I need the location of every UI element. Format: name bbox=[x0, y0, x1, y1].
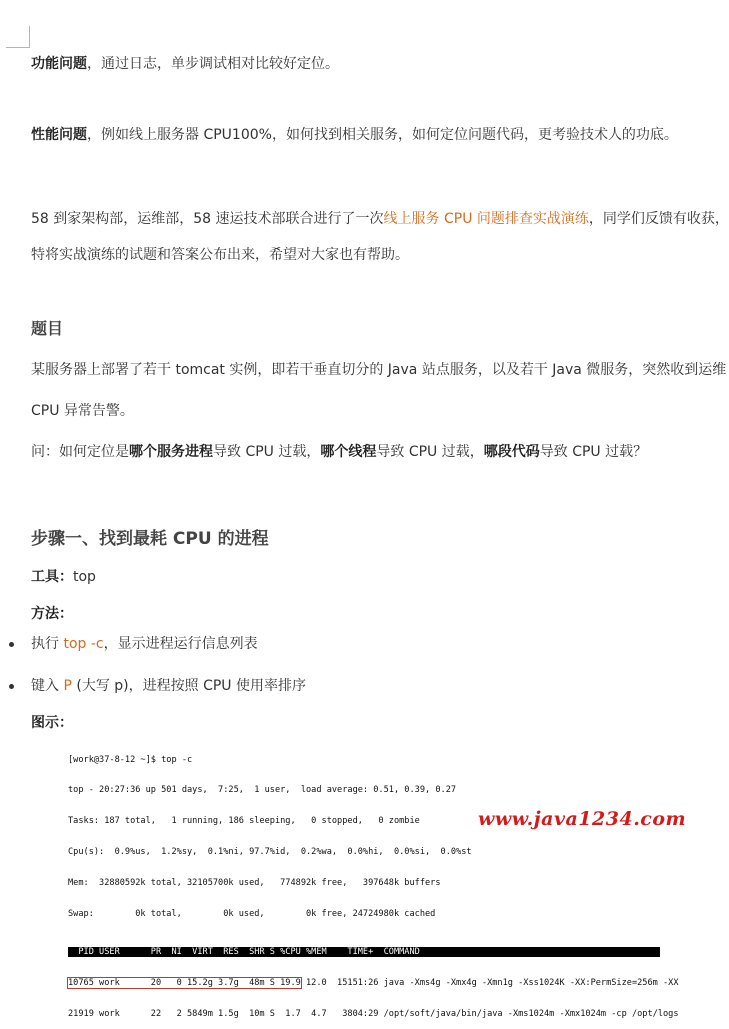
section-title: 题目 bbox=[31, 319, 64, 338]
bullet-dot bbox=[9, 684, 14, 689]
method-line bbox=[31, 604, 73, 624]
drill-link[interactable]: 线上服务 CPU 问题排查实战演练 bbox=[383, 211, 589, 227]
bullet-dot bbox=[9, 642, 14, 647]
bullet-text: 执行 bbox=[31, 636, 64, 652]
bullet-code: top -c bbox=[63, 636, 104, 652]
ask-text: 问：如何定位是 bbox=[31, 444, 129, 460]
tool-line bbox=[31, 567, 96, 587]
ask-bold-process: 哪个服务进程 bbox=[129, 444, 213, 460]
paragraph-functional-issue bbox=[31, 54, 339, 74]
paragraph-performance-issue bbox=[31, 125, 678, 145]
tool-label: 工具： bbox=[31, 569, 73, 585]
paragraph-text: ，同学们反馈有收获， bbox=[588, 211, 729, 227]
bullet-item-key-p bbox=[31, 676, 306, 696]
ask-bold-thread: 哪个线程 bbox=[320, 444, 377, 460]
terminal-line: top - 20:27:36 up 501 days, 7:25, 1 user, load average: 0.51, 0.39, 0.27 bbox=[68, 785, 457, 796]
ask-bold-code: 哪段代码 bbox=[483, 444, 540, 460]
method-label: 方法： bbox=[31, 606, 73, 622]
question-line1: 某服务器上部署了若干 tomcat 实例，即若干垂直切分的 Java 站点服务，以及若干 Java 微服务，突然收到运维 bbox=[31, 362, 727, 378]
bold-term: 功能问题 bbox=[31, 56, 87, 72]
bullet-text: ，显示进程运行信息列表 bbox=[103, 636, 258, 652]
bullet-text: (大写 p)，进程按照 CPU 使用率排序 bbox=[71, 678, 306, 694]
question-line2: CPU 异常告警。 bbox=[31, 403, 134, 419]
terminal-line: Swap: 0k total, 0k used, 0k free, 24724980k cached bbox=[68, 909, 436, 920]
figure-line bbox=[31, 713, 73, 733]
paragraph-text: ，通过日志，单步调试相对比较好定位。 bbox=[87, 56, 339, 72]
question-ask bbox=[31, 442, 647, 462]
bullet-code: P bbox=[63, 678, 72, 694]
paragraph-text: 58 到家架构部，运维部，58 速运技术部联合进行了一次 bbox=[31, 211, 384, 227]
process-row-rest: 12.0 15151:26 java -Xms4g -Xmx4g -Xmn1g -Xss1024K -XX:PermSize=256m -XX bbox=[300, 977, 679, 988]
tool-value: top bbox=[73, 569, 96, 585]
bold-term: 性能问题 bbox=[31, 127, 87, 143]
terminal-line: Tasks: 187 total, 1 running, 186 sleeping, 0 stopped, 0 zombie bbox=[68, 816, 420, 827]
bullet-item-top-c bbox=[31, 634, 258, 654]
terminal-line: Cpu(s): 0.9%us, 1.2%sy, 0.1%ni, 97.7%id, 0.2%wa, 0.0%hi, 0.0%si, 0.0%st bbox=[68, 847, 472, 858]
page-corner-mark bbox=[6, 26, 30, 48]
site-watermark: www.java1234.com bbox=[478, 808, 687, 830]
paragraph-intro-line1 bbox=[31, 209, 729, 229]
ask-text: 导致 CPU 过载， bbox=[376, 444, 484, 460]
ask-text: 导致 CPU 过载， bbox=[213, 444, 321, 460]
process-row: 21919 work 22 2 5849m 1.5g 10m S 1.7 4.7 3804:29 /opt/soft/java/bin/java -Xms1024m -Xmx1024m -cp /opt/logs bbox=[68, 1008, 679, 1019]
ask-text: 导致 CPU 过载？ bbox=[539, 444, 648, 460]
figure-label: 图示： bbox=[31, 715, 73, 731]
highlighted-process: 10765 work 20 0 15.2g 3.7g 48m S 19.9 bbox=[68, 977, 301, 988]
process-table-header: PID USER PR NI VIRT RES SHR S %CPU %MEM TIME+ COMMAND bbox=[68, 947, 660, 957]
step1-title: 步骤一、找到最耗 CPU 的进程 bbox=[31, 529, 269, 549]
paragraph-intro-line2: 特将实战演练的试题和答案公布出来，希望对大家也有帮助。 bbox=[31, 247, 409, 263]
terminal-line: [work@37-8-12 ~]$ top -c bbox=[68, 754, 193, 765]
bullet-text: 键入 bbox=[31, 678, 64, 694]
terminal-line: Mem: 32880592k total, 32105700k used, 774892k free, 397648k buffers bbox=[68, 878, 441, 889]
paragraph-text: ，例如线上服务器 CPU100%，如何找到相关服务，如何定位问题代码，更考验技术人的功底。 bbox=[87, 127, 678, 143]
process-row-top bbox=[68, 977, 679, 988]
